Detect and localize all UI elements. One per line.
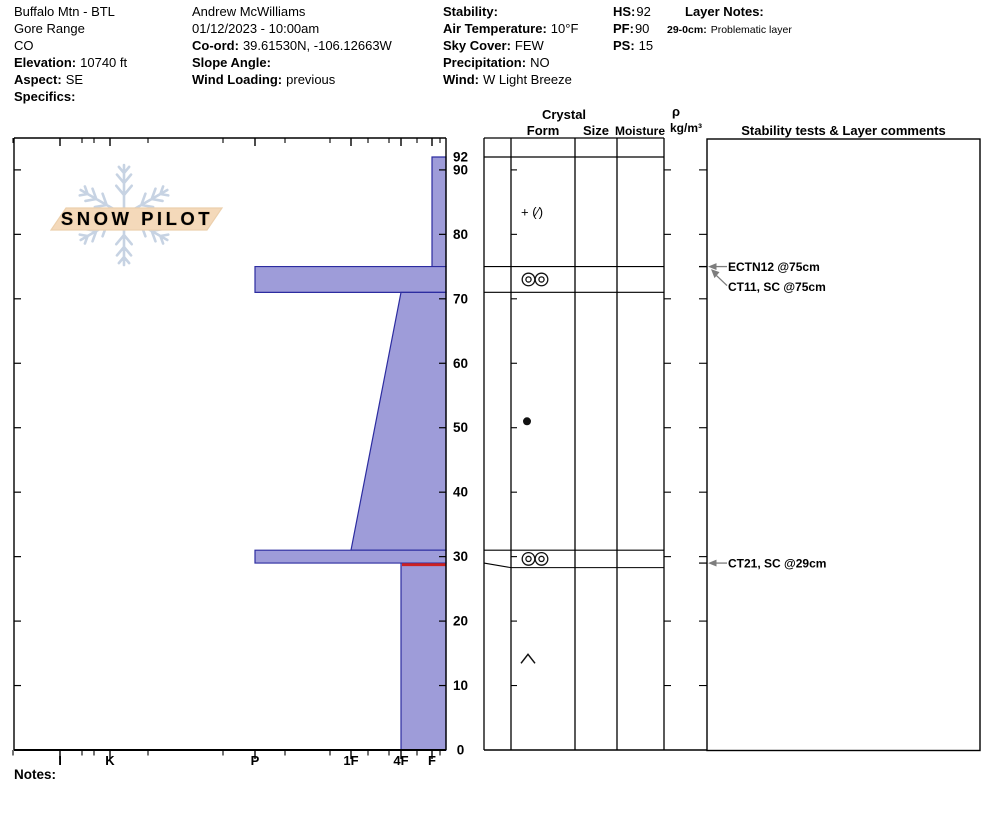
layer-note: 29-0cm: Problematic layer (667, 24, 792, 36)
grain-symbol-mfcr (526, 556, 531, 561)
wind-loading: Wind Loading: previous (192, 72, 336, 87)
layer-notes-title: Layer Notes: (685, 4, 764, 19)
stability-test-label: ECTN12 @75cm (728, 260, 820, 275)
snow-layer (255, 550, 446, 563)
depth-axis-label: 20 (452, 613, 469, 629)
depth-axis-label: 92 (452, 149, 469, 165)
depth-axis-label: 70 (452, 291, 469, 307)
hardness-axis-label: F (428, 753, 436, 768)
pit-aspect: Aspect: SE (14, 72, 84, 87)
depth-axis-label: 60 (452, 355, 469, 371)
notes-label: Notes: (14, 767, 57, 782)
snow-layer (432, 157, 446, 267)
depth-axis-label: 10 (452, 678, 469, 694)
grain-symbol-mfcr (539, 556, 544, 561)
precipitation: Precipitation: NO (443, 55, 550, 70)
size-column-header: Size (582, 123, 609, 138)
hardness-axis-label: K (105, 753, 115, 768)
grain-symbol-rg (523, 417, 531, 425)
form-column-header: Form (526, 123, 560, 138)
test-arrow-line (717, 276, 728, 286)
grain-symbol-mfcr (535, 553, 548, 566)
moisture-column-header: Moisture (614, 124, 665, 138)
stability-field: Stability: (443, 4, 498, 19)
depth-axis-label: 30 (452, 549, 469, 565)
test-arrow-head (708, 263, 717, 270)
observer-name: Andrew McWilliams (192, 4, 306, 19)
logo-text: SNOW PILOT (60, 208, 214, 229)
sky-cover: Sky Cover: FEW (443, 38, 544, 53)
snow-layer (401, 563, 446, 750)
pit-state: CO (14, 38, 34, 53)
layer-fan-line (484, 563, 511, 568)
pit-datetime: 01/12/2023 - 10:00am (192, 21, 320, 36)
grain-symbol-pp-df: + (∕) (521, 204, 544, 220)
density-units-header: kg/m³ (669, 121, 702, 135)
hardness-axis-label: 4F (393, 753, 409, 768)
stability-test-label: CT11, SC @75cm (728, 280, 826, 295)
snow-layer (351, 292, 446, 550)
depth-axis-label: 90 (452, 162, 469, 178)
stability-column-header: Stability tests & Layer comments (741, 123, 946, 138)
grain-symbol-mfcr (522, 273, 535, 286)
grain-symbol-mfcr (535, 273, 548, 286)
grain-symbol-mfcr (522, 553, 535, 566)
stability-test-label: CT21, SC @29cm (728, 556, 827, 571)
stability-box (707, 139, 980, 751)
ps-value: PS: 15 (613, 38, 654, 53)
crystal-column-header: Crystal (541, 107, 587, 122)
density-symbol-header: ρ (671, 104, 681, 119)
grain-symbol-mfcr (526, 277, 531, 282)
wind: Wind: W Light Breeze (443, 72, 572, 87)
hardness-axis-label: 1F (343, 753, 359, 768)
grain-symbol-mfcr (539, 277, 544, 282)
pit-depth-pf: PF:90 (613, 21, 650, 36)
depth-axis-label: 40 (452, 484, 469, 500)
depth-axis-label: 80 (452, 226, 469, 242)
pit-specifics: Specifics: (14, 89, 76, 104)
slope-angle: Slope Angle: (192, 55, 271, 70)
hardness-axis-label: P (250, 753, 260, 768)
test-arrow-head (708, 560, 717, 567)
snow-layer (255, 267, 446, 293)
depth-axis-label: 0 (456, 742, 465, 758)
pit-coordinates: Co-ord: 39.61530N, -106.12663W (192, 38, 392, 53)
hardness-axis-label: I (58, 753, 62, 768)
air-temperature: Air Temperature: 10°F (443, 21, 579, 36)
pit-range: Gore Range (14, 21, 85, 36)
pit-location: Buffalo Mtn - BTL (14, 4, 115, 19)
depth-axis-label: 50 (452, 420, 469, 436)
grain-symbol-dh (521, 654, 535, 663)
pit-elevation: Elevation: 10740 ft (14, 55, 128, 70)
snow-height-hs: HS:92 (613, 4, 651, 19)
